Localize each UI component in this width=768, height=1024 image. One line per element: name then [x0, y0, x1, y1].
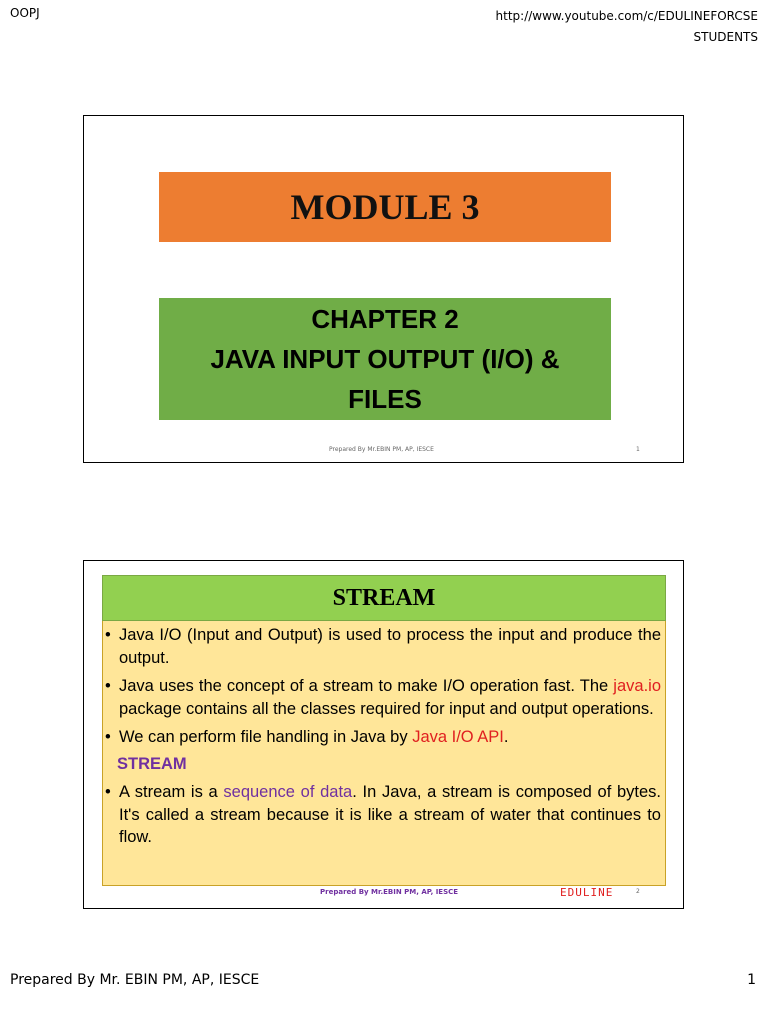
bullet-text-part: Java uses the concept of a stream to make I/O operation fast. The — [119, 677, 614, 695]
sequence-of-data-term: sequence of data — [223, 783, 353, 801]
bullet-text-part: . In Java, a stream is composed of bytes. It's called a stream because it is like a stream of water that continues to flow. — [119, 783, 662, 846]
chapter-box — [159, 298, 611, 420]
slide-1 — [83, 115, 684, 463]
bullet-text — [119, 675, 661, 720]
slide-2-number: 2 — [636, 888, 640, 895]
bullet-dot-icon: • — [105, 677, 111, 695]
bullet-dot-icon: • — [105, 783, 111, 801]
bullet-item — [105, 675, 661, 720]
bullet-text — [119, 781, 661, 849]
header-students: STUDENTS — [693, 30, 758, 44]
slide-2-prepared-by: Prepared By Mr.EBIN PM, AP, IESCE — [320, 888, 459, 896]
bullet-item — [105, 624, 661, 669]
chapter-line-1: CHAPTER 2 — [311, 304, 459, 334]
stream-subheading: STREAM — [117, 754, 187, 773]
bullet-text-part: A stream is a — [119, 783, 224, 801]
module-title: MODULE 3 — [159, 172, 611, 242]
bullet-text-part: We can perform file handling in Java by — [119, 728, 413, 746]
youtube-url[interactable]: http://www.youtube.com/c/EDULINEFORCSE — [495, 9, 758, 23]
slide-2 — [83, 560, 684, 909]
slide-1-number: 1 — [636, 446, 640, 453]
chapter-line-3: FILES — [348, 384, 422, 414]
bullet-text-part: package contains all the classes required for input and output operations. — [119, 699, 654, 718]
stream-title: STREAM — [102, 575, 666, 621]
chapter-line-2: JAVA INPUT OUTPUT (I/O) & — [210, 344, 560, 374]
bullet-item — [105, 781, 661, 849]
bullet-text: Java I/O (Input and Output) is used to process the input and produce the output. — [119, 626, 661, 667]
java-io-api-link[interactable]: Java I/O API — [412, 728, 504, 746]
eduline-logo: EDULINE — [560, 886, 614, 899]
doc-header-right — [496, 6, 758, 48]
bullet-item — [105, 726, 661, 749]
doc-header-left: OOPJ — [10, 6, 40, 20]
bullet-dot-icon: • — [105, 728, 111, 746]
bullet-text — [119, 726, 661, 749]
bullet-text-part: . — [503, 728, 509, 746]
stream-content — [102, 621, 666, 886]
page-footer-prepared-by: Prepared By Mr. EBIN PM, AP, IESCE — [10, 972, 260, 988]
java-io-link[interactable]: java.io — [613, 677, 661, 695]
bullet-dot-icon: • — [105, 626, 111, 644]
slide-1-prepared-by: Prepared By Mr.EBIN PM, AP, IESCE — [329, 446, 434, 453]
page-number: 1 — [747, 972, 756, 988]
